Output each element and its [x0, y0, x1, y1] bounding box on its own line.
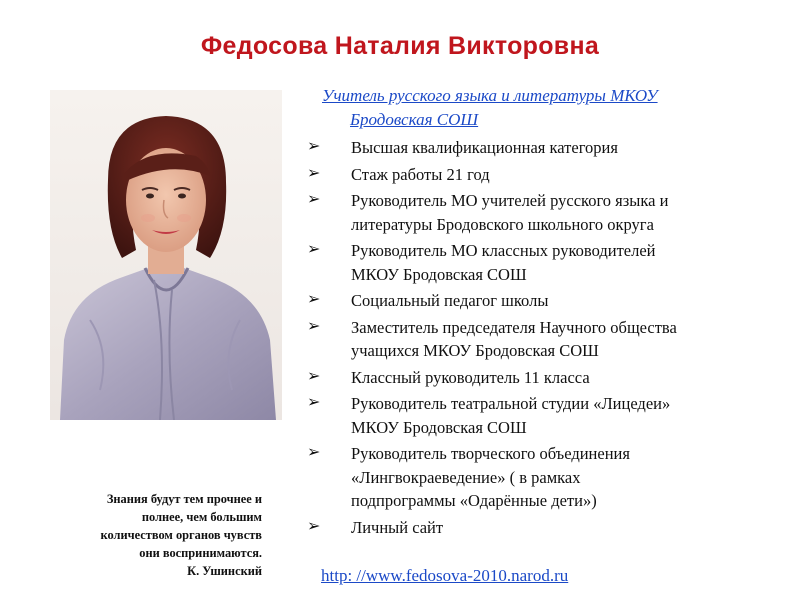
list-item: [305, 289, 775, 313]
teacher-portrait: [50, 90, 282, 420]
list-item: [305, 442, 775, 513]
list-item: [305, 136, 775, 160]
list-item-text: Руководитель МО классных руководителей: [351, 241, 656, 260]
quote-line: количеством органов чувств: [100, 528, 262, 542]
arrow-bullet-icon: ➢: [307, 517, 321, 535]
list-item-text: подпрограммы «Одарённые дети»): [351, 491, 597, 510]
list-item-text: Руководитель творческого объединения: [351, 444, 630, 463]
list-item: [305, 163, 775, 187]
arrow-bullet-icon: ➢: [307, 138, 321, 155]
list-item-text: литературы Бродовского школьного округа: [351, 214, 654, 234]
epigraph-quote: [40, 490, 262, 580]
list-item-text: Высшая квалификационная категория: [351, 138, 618, 157]
arrow-bullet-icon: ➢: [307, 317, 321, 335]
position-heading-line1[interactable]: Учитель русского языка и литературы МКОУ: [322, 86, 658, 105]
quote-line: Знания будут тем прочнее и: [106, 492, 262, 506]
list-item: [305, 392, 775, 439]
arrow-bullet-icon: ➢: [307, 291, 321, 308]
quote-line: они воспринимаются.: [139, 546, 262, 560]
position-heading: [322, 84, 772, 132]
quote-author: К. Ушинский: [187, 564, 262, 578]
arrow-bullet-icon: ➢: [307, 444, 321, 461]
credentials-list: [305, 136, 775, 542]
arrow-bullet-icon: ➢: [307, 164, 321, 182]
list-item-text: Руководитель театральной студии «Лицедеи»: [351, 394, 671, 413]
list-item-text: Стаж работы 21 год: [351, 164, 490, 184]
list-item: [305, 189, 775, 236]
list-item-text: учащихся МКОУ Бродовская СОШ: [351, 341, 599, 360]
list-item-text: МКОУ Бродовская СОШ: [351, 417, 527, 437]
personal-site-link[interactable]: http: //www.fedosova-2010.narod.ru: [321, 566, 569, 585]
list-item-text: Заместитель председателя Научного общества: [351, 317, 677, 337]
list-item: [305, 316, 775, 363]
list-item-text: Личный сайт: [351, 517, 444, 537]
list-item: [305, 366, 775, 390]
list-item-text: Классный руководитель 11 класса: [351, 367, 590, 387]
list-item: [305, 516, 775, 540]
arrow-bullet-icon: ➢: [307, 241, 321, 258]
list-item: [305, 239, 775, 286]
quote-line: полнее, чем большим: [141, 510, 262, 524]
arrow-bullet-icon: ➢: [307, 367, 321, 385]
list-item-text: Руководитель МО учителей русского языка и: [351, 191, 669, 210]
list-item-text: МКОУ Бродовская СОШ: [351, 264, 527, 284]
arrow-bullet-icon: ➢: [307, 191, 321, 208]
page-title: Федосова Наталия Викторовна: [200, 32, 600, 60]
arrow-bullet-icon: ➢: [307, 394, 321, 411]
position-heading-line2[interactable]: Бродовская СОШ: [350, 110, 479, 129]
list-item-text: Социальный педагог школы: [351, 291, 549, 310]
list-item-text: «Лингвокраеведение» ( в рамках: [351, 467, 581, 487]
